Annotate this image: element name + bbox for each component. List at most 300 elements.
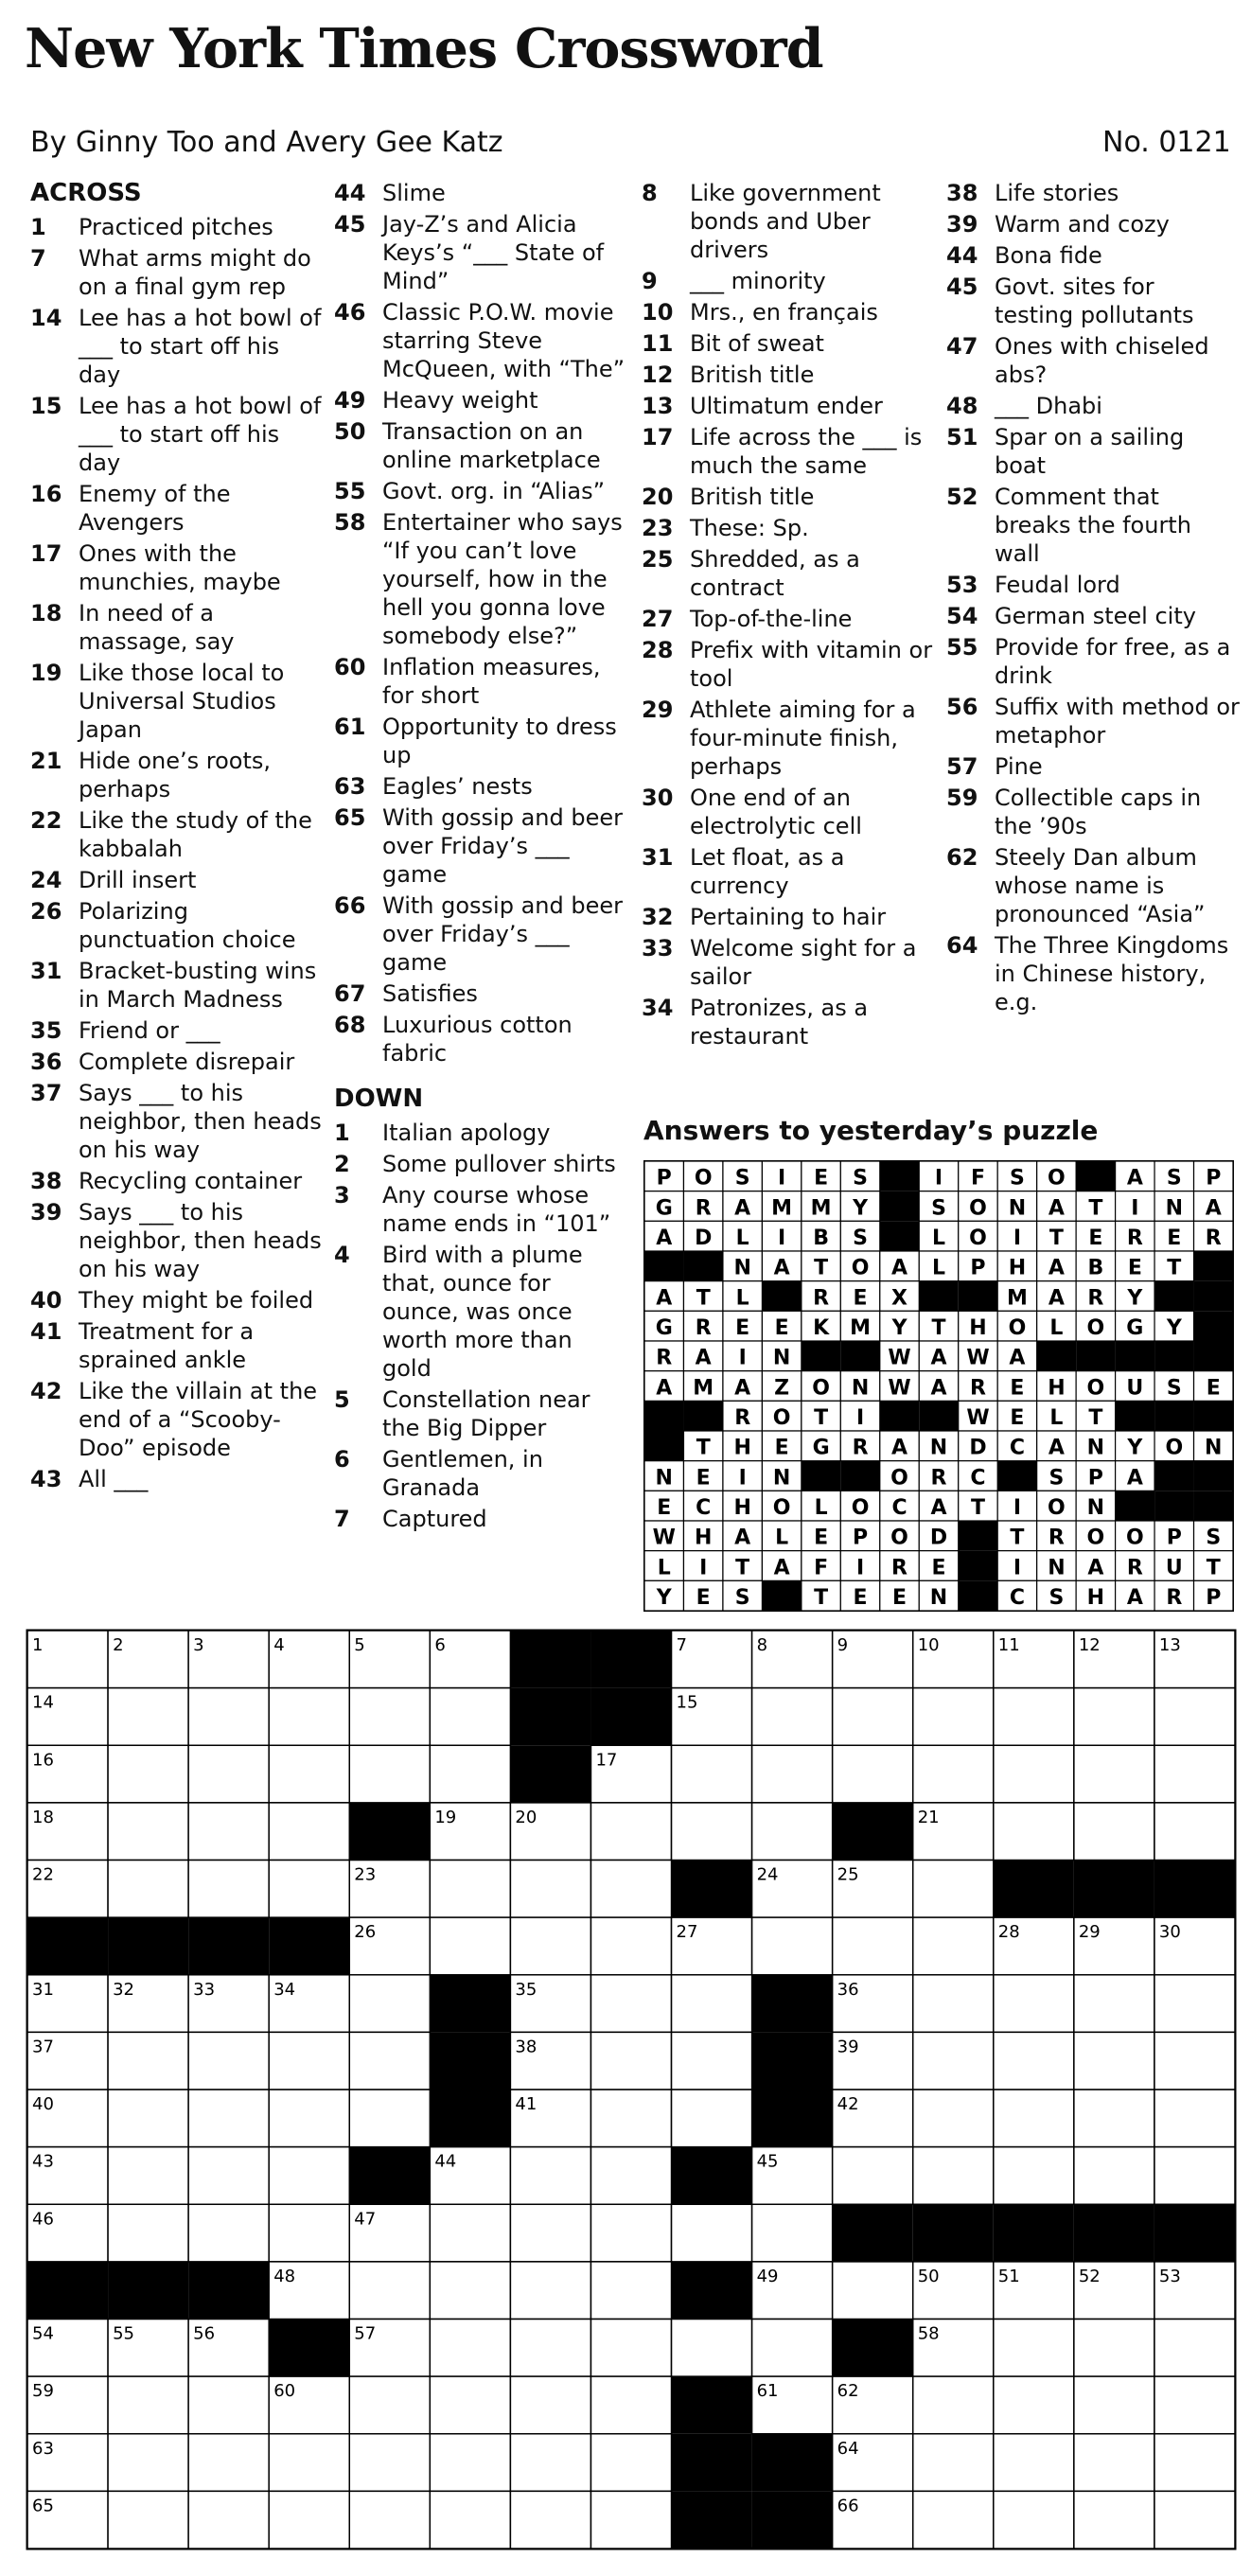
clue-text: Recycling container xyxy=(79,1168,303,1194)
answer-letter: R xyxy=(1205,1226,1222,1251)
clue-number: 32 xyxy=(642,904,674,930)
clue-down-6 xyxy=(334,1445,627,1502)
puzzle-number: No. 0121 xyxy=(1102,126,1231,159)
grid-cell[interactable] xyxy=(590,1803,671,1861)
answer-letter: E xyxy=(735,1316,750,1341)
clue-number: 40 xyxy=(30,1287,62,1314)
grid-cell[interactable] xyxy=(349,2376,430,2434)
clue-number: 59 xyxy=(946,785,978,811)
grid-cell[interactable] xyxy=(913,2147,994,2205)
grid-cell[interactable] xyxy=(994,2090,1074,2147)
grid-cell[interactable] xyxy=(188,2376,269,2434)
cell-number: 64 xyxy=(837,2438,859,2459)
answer-letter: T xyxy=(696,1436,711,1460)
clue-text: Satisfies xyxy=(382,980,478,1007)
grid-cell[interactable] xyxy=(994,2320,1074,2377)
clue-down-8 xyxy=(642,179,935,264)
clue-down-39 xyxy=(946,210,1240,238)
grid-cell[interactable] xyxy=(510,1861,590,1918)
cell-number: 49 xyxy=(756,2266,779,2286)
cell-number: 42 xyxy=(837,2094,859,2114)
grid-cell[interactable] xyxy=(752,1803,833,1861)
grid-cell[interactable] xyxy=(1154,1688,1235,1746)
grid-cell[interactable] xyxy=(430,1917,510,1975)
clue-number: 5 xyxy=(334,1386,350,1413)
grid-cell[interactable] xyxy=(1154,2320,1235,2377)
answer-black-square xyxy=(959,1521,997,1551)
grid-cell[interactable] xyxy=(590,2491,671,2549)
grid-cell[interactable] xyxy=(590,1917,671,1975)
grid-cell[interactable] xyxy=(833,1688,913,1746)
clue-across-7 xyxy=(30,244,324,301)
clue-across-67 xyxy=(334,979,627,1008)
grid-cell[interactable] xyxy=(430,2204,510,2262)
black-square xyxy=(994,2204,1074,2262)
grid-cell[interactable] xyxy=(1154,1745,1235,1803)
answer-black-square xyxy=(880,1401,919,1431)
grid-cell[interactable] xyxy=(1154,2376,1235,2434)
answer-letter: H xyxy=(969,1316,987,1341)
clue-number: 57 xyxy=(946,753,978,780)
answer-letter: A xyxy=(1087,1556,1104,1580)
grid-cell[interactable] xyxy=(1154,2434,1235,2492)
answer-letter: I xyxy=(1013,1226,1022,1251)
grid-cell[interactable] xyxy=(108,2090,188,2147)
clue-across-41 xyxy=(30,1317,324,1374)
clue-text: Mrs., en français xyxy=(690,299,878,326)
clue-number: 65 xyxy=(334,804,366,831)
grid-cell[interactable] xyxy=(672,1803,752,1861)
grid-cell[interactable] xyxy=(188,2204,269,2262)
grid-cell[interactable] xyxy=(994,2032,1074,2090)
grid-cell[interactable] xyxy=(913,2434,994,2492)
answer-letter: O xyxy=(851,1496,870,1521)
grid-cell[interactable] xyxy=(430,2434,510,2492)
grid-cell[interactable] xyxy=(1154,2147,1235,2205)
grid-cell[interactable] xyxy=(108,1688,188,1746)
answer-black-square xyxy=(1154,1281,1193,1312)
grid-cell[interactable] xyxy=(108,2032,188,2090)
grid-cell[interactable] xyxy=(269,1803,349,1861)
grid-cell[interactable] xyxy=(269,2147,349,2205)
grid-cell[interactable] xyxy=(752,1745,833,1803)
grid-cell[interactable] xyxy=(510,2376,590,2434)
answer-letter: A xyxy=(891,1256,908,1280)
clue-column-3 xyxy=(642,179,935,1053)
clue-number: 37 xyxy=(30,1080,62,1106)
cell-number: 19 xyxy=(434,1807,457,1827)
grid-cell[interactable] xyxy=(994,1688,1074,1746)
grid-cell[interactable] xyxy=(590,2090,671,2147)
grid-cell[interactable] xyxy=(833,1745,913,1803)
answer-black-square xyxy=(1194,1401,1233,1431)
grid-cell[interactable] xyxy=(269,2434,349,2492)
grid-cell[interactable] xyxy=(1074,1745,1154,1803)
grid-cell[interactable] xyxy=(510,2262,590,2320)
grid-cell[interactable] xyxy=(349,1688,430,1746)
clue-text: Practiced pitches xyxy=(79,214,273,240)
answer-black-square xyxy=(1037,1341,1076,1371)
clue-text: Provide for free, as a drink xyxy=(995,634,1231,689)
answer-letter: Y xyxy=(656,1586,672,1611)
answer-letter: A xyxy=(1205,1196,1222,1221)
answer-letter: L xyxy=(657,1556,671,1580)
grid-cell[interactable] xyxy=(269,1688,349,1746)
grid-cell[interactable] xyxy=(349,1975,430,2033)
cell-number: 53 xyxy=(1158,2266,1181,2286)
grid-cell[interactable] xyxy=(430,1861,510,1918)
grid-cell[interactable] xyxy=(913,2376,994,2434)
answer-letter: H xyxy=(1008,1256,1027,1280)
clue-across-44 xyxy=(334,179,627,207)
answer-black-square xyxy=(762,1580,801,1611)
grid-cell[interactable] xyxy=(510,2491,590,2549)
clue-number: 30 xyxy=(642,785,674,811)
grid-cell[interactable] xyxy=(994,2376,1074,2434)
clue-across-31 xyxy=(30,957,324,1014)
clue-number: 33 xyxy=(642,935,674,962)
grid-cell[interactable] xyxy=(590,2376,671,2434)
grid-cell[interactable] xyxy=(349,2262,430,2320)
grid-cell[interactable] xyxy=(1074,2090,1154,2147)
grid-cell[interactable] xyxy=(349,2032,430,2090)
answer-letter: C xyxy=(891,1496,907,1521)
clue-down-17 xyxy=(642,423,935,480)
clue-across-38 xyxy=(30,1167,324,1195)
grid-cell[interactable] xyxy=(108,1861,188,1918)
grid-cell[interactable] xyxy=(269,2204,349,2262)
grid-cell[interactable] xyxy=(833,1917,913,1975)
answer-letter: T xyxy=(735,1556,750,1580)
grid-cell[interactable] xyxy=(590,2147,671,2205)
answer-letter: N xyxy=(1086,1436,1105,1460)
grid-cell[interactable] xyxy=(752,1917,833,1975)
grid-cell[interactable] xyxy=(510,2204,590,2262)
grid-cell[interactable] xyxy=(994,1975,1074,2033)
answer-black-square xyxy=(880,1161,919,1191)
black-square xyxy=(994,1861,1074,1918)
grid-cell[interactable] xyxy=(1154,2032,1235,2090)
grid-cell[interactable] xyxy=(1154,2491,1235,2549)
crossword-grid[interactable] xyxy=(26,1629,1237,2550)
grid-cell[interactable] xyxy=(913,1745,994,1803)
answer-letter: G xyxy=(1126,1316,1144,1341)
answer-letter: R xyxy=(734,1406,751,1431)
answer-letter: Y xyxy=(1127,1286,1143,1311)
grid-cell[interactable] xyxy=(430,1688,510,1746)
answer-letter: A xyxy=(930,1376,947,1401)
clue-across-16 xyxy=(30,480,324,537)
answer-letter: R xyxy=(1126,1226,1143,1251)
grid-cell[interactable] xyxy=(188,1745,269,1803)
clue-across-18 xyxy=(30,599,324,656)
grid-cell[interactable] xyxy=(430,2320,510,2377)
answer-black-square xyxy=(683,1251,722,1281)
answer-letter: P xyxy=(1206,1166,1222,1191)
grid-cell[interactable] xyxy=(430,1745,510,1803)
answer-letter: A xyxy=(1126,1166,1143,1191)
cell-number: 24 xyxy=(756,1864,779,1885)
grid-cell[interactable] xyxy=(430,2262,510,2320)
clue-across-46 xyxy=(334,298,627,383)
clue-down-33 xyxy=(642,934,935,991)
answer-letter: M xyxy=(1006,1286,1028,1311)
clue-down-59 xyxy=(946,784,1240,840)
answer-letter: O xyxy=(1008,1316,1027,1341)
grid-cell[interactable] xyxy=(1074,2147,1154,2205)
clue-down-53 xyxy=(946,571,1240,599)
grid-cell[interactable] xyxy=(188,2090,269,2147)
grid-cell[interactable] xyxy=(590,2320,671,2377)
grid-cell[interactable] xyxy=(913,2032,994,2090)
answer-letter: T xyxy=(1206,1556,1221,1580)
clue-number: 10 xyxy=(642,299,674,326)
grid-cell[interactable] xyxy=(590,1861,671,1918)
answer-letter: O xyxy=(1086,1316,1105,1341)
clue-down-34 xyxy=(642,994,935,1050)
cell-number: 21 xyxy=(917,1807,940,1827)
grid-cell[interactable] xyxy=(1074,1803,1154,1861)
answer-letter: T xyxy=(696,1286,711,1311)
black-square xyxy=(349,2147,430,2205)
grid-cell[interactable] xyxy=(188,2032,269,2090)
grid-cell[interactable] xyxy=(108,1745,188,1803)
grid-cell[interactable] xyxy=(1074,2032,1154,2090)
cell-number: 41 xyxy=(515,2094,537,2114)
grid-cell[interactable] xyxy=(188,2147,269,2205)
clue-across-43 xyxy=(30,1465,324,1493)
grid-cell[interactable] xyxy=(994,1803,1074,1861)
clue-number: 38 xyxy=(30,1168,62,1194)
grid-cell[interactable] xyxy=(590,2204,671,2262)
answer-letter: I xyxy=(738,1466,747,1491)
cell-number: 45 xyxy=(756,2151,779,2172)
clue-down-45 xyxy=(946,273,1240,329)
grid-cell[interactable] xyxy=(1074,2376,1154,2434)
clue-text: Bracket-busting wins in March Madness xyxy=(79,958,317,1013)
answer-letter: A xyxy=(656,1286,673,1311)
grid-cell[interactable] xyxy=(510,2434,590,2492)
answer-letter: E xyxy=(1088,1226,1103,1251)
answer-letter: A xyxy=(773,1556,790,1580)
grid-cell[interactable] xyxy=(349,2434,430,2492)
clue-number: 39 xyxy=(30,1199,62,1226)
clue-down-25 xyxy=(642,545,935,602)
answer-letter: O xyxy=(1165,1436,1184,1460)
answer-letter: A xyxy=(1126,1586,1143,1611)
clue-number: 49 xyxy=(334,387,366,414)
clue-across-15 xyxy=(30,392,324,477)
grid-cell[interactable] xyxy=(913,2090,994,2147)
clue-across-49 xyxy=(334,386,627,415)
answer-letter: T xyxy=(1088,1406,1103,1431)
cell-number: 25 xyxy=(837,1864,859,1885)
answer-letter: E xyxy=(853,1586,868,1611)
grid-cell[interactable] xyxy=(349,2491,430,2549)
black-square xyxy=(672,2262,752,2320)
answer-letter: M xyxy=(810,1196,832,1221)
grid-cell[interactable] xyxy=(913,1917,994,1975)
grid-cell[interactable] xyxy=(833,2262,913,2320)
black-square xyxy=(752,2491,833,2549)
clue-down-7 xyxy=(334,1505,627,1533)
grid-cell[interactable] xyxy=(108,1803,188,1861)
answer-letter: O xyxy=(772,1406,791,1431)
clue-number: 51 xyxy=(946,424,978,450)
grid-cell[interactable] xyxy=(430,2491,510,2549)
grid-cell[interactable] xyxy=(994,2434,1074,2492)
clue-number: 63 xyxy=(334,773,366,800)
cell-number: 57 xyxy=(354,2323,377,2344)
answer-letter: A xyxy=(930,1346,947,1370)
grid-cell[interactable] xyxy=(108,2204,188,2262)
grid-cell[interactable] xyxy=(108,2376,188,2434)
answer-letter: L xyxy=(814,1496,828,1521)
grid-cell[interactable] xyxy=(1074,2491,1154,2549)
grid-cell[interactable] xyxy=(1074,1975,1154,2033)
answer-letter: H xyxy=(1048,1376,1066,1401)
grid-cell[interactable] xyxy=(269,1861,349,1918)
grid-cell[interactable] xyxy=(188,2434,269,2492)
answer-letter: S xyxy=(853,1166,868,1191)
black-square xyxy=(349,1803,430,1861)
grid-cell[interactable] xyxy=(590,2032,671,2090)
grid-cell[interactable] xyxy=(1074,2320,1154,2377)
clue-text: Any course whose name ends in “101” xyxy=(382,1182,611,1237)
grid-cell[interactable] xyxy=(510,2320,590,2377)
grid-cell[interactable] xyxy=(913,1861,994,1918)
grid-cell[interactable] xyxy=(672,2090,752,2147)
black-square xyxy=(752,2434,833,2492)
grid-cell[interactable] xyxy=(510,1917,590,1975)
grid-cell[interactable] xyxy=(752,2320,833,2377)
grid-cell[interactable] xyxy=(269,2032,349,2090)
grid-cell[interactable] xyxy=(752,1688,833,1746)
cell-number: 2 xyxy=(113,1635,124,1655)
clue-down-64 xyxy=(946,931,1240,1016)
grid-cell[interactable] xyxy=(833,2147,913,2205)
answer-letter: R xyxy=(1087,1286,1104,1311)
answer-black-square xyxy=(1076,1161,1115,1191)
answer-letter: Y xyxy=(853,1196,869,1221)
answer-letter: S xyxy=(734,1166,750,1191)
clue-text: ___ minority xyxy=(690,268,826,294)
grid-cell[interactable] xyxy=(349,2090,430,2147)
answer-letter: A xyxy=(734,1376,751,1401)
clue-number: 61 xyxy=(334,714,366,740)
grid-cell[interactable] xyxy=(672,2204,752,2262)
answer-letter: D xyxy=(969,1436,987,1460)
grid-cell[interactable] xyxy=(672,1745,752,1803)
clue-text: Friend or ___ xyxy=(79,1017,220,1044)
grid-cell[interactable] xyxy=(672,1975,752,2033)
answer-black-square xyxy=(1076,1341,1115,1371)
black-square xyxy=(752,2032,833,2090)
answer-letter: L xyxy=(931,1226,946,1251)
clue-across-61 xyxy=(334,713,627,769)
grid-cell[interactable] xyxy=(672,2032,752,2090)
answer-black-square xyxy=(1154,1491,1193,1521)
grid-cell[interactable] xyxy=(269,2491,349,2549)
cell-number: 1 xyxy=(32,1635,44,1655)
grid-cell[interactable] xyxy=(590,2434,671,2492)
clue-number: 15 xyxy=(30,393,62,419)
black-square xyxy=(833,2320,913,2377)
cell-number: 8 xyxy=(756,1635,768,1655)
answer-letter: T xyxy=(1048,1226,1064,1251)
answer-letter: S xyxy=(1048,1586,1065,1611)
clue-text: Ones with chiseled abs? xyxy=(995,333,1209,388)
clue-text: The Three Kingdoms in Chinese history, e.g. xyxy=(995,932,1229,1015)
clue-number: 20 xyxy=(642,484,674,510)
grid-cell[interactable] xyxy=(913,1688,994,1746)
clue-number: 55 xyxy=(334,478,366,504)
answer-letter: D xyxy=(929,1526,948,1550)
grid-cell[interactable] xyxy=(590,2262,671,2320)
grid-cell[interactable] xyxy=(349,1745,430,1803)
clue-text: Entertainer who says “If you can’t love yourself, how in the hell you gonna love somebody else?” xyxy=(382,509,623,649)
grid-cell[interactable] xyxy=(672,2320,752,2377)
page-title: New York Times Crossword xyxy=(25,17,823,80)
grid-cell[interactable] xyxy=(188,1803,269,1861)
grid-cell[interactable] xyxy=(188,2491,269,2549)
grid-cell[interactable] xyxy=(269,2090,349,2147)
grid-cell[interactable] xyxy=(994,2147,1074,2205)
cell-number: 11 xyxy=(997,1635,1020,1655)
answer-letter: R xyxy=(1048,1526,1065,1550)
grid-cell[interactable] xyxy=(590,1975,671,2033)
answer-letter: I xyxy=(738,1346,747,1370)
grid-cell[interactable] xyxy=(108,2147,188,2205)
grid-cell[interactable] xyxy=(510,2147,590,2205)
grid-cell[interactable] xyxy=(913,1975,994,2033)
clue-text: Inflation measures, for short xyxy=(382,654,601,709)
grid-cell[interactable] xyxy=(752,2204,833,2262)
grid-cell[interactable] xyxy=(108,2491,188,2549)
grid-cell[interactable] xyxy=(994,2491,1074,2549)
answer-letter: A xyxy=(656,1376,673,1401)
clue-text: Transaction on an online marketplace xyxy=(382,418,601,473)
grid-cell[interactable] xyxy=(108,2434,188,2492)
clue-text: Like those local to Universal Studios Japan xyxy=(79,660,285,743)
answer-letter: N xyxy=(733,1256,751,1280)
grid-cell[interactable] xyxy=(430,2376,510,2434)
grid-cell[interactable] xyxy=(994,1745,1074,1803)
answer-letter: X xyxy=(891,1286,908,1311)
clue-number: 68 xyxy=(334,1012,366,1038)
clue-number: 45 xyxy=(334,211,366,238)
clue-text: Complete disrepair xyxy=(79,1049,295,1075)
grid-cell[interactable] xyxy=(913,2491,994,2549)
clue-text: Ultimatum ender xyxy=(690,393,883,419)
black-square xyxy=(188,1917,269,1975)
answer-black-square xyxy=(959,1580,997,1611)
cell-number: 4 xyxy=(273,1635,285,1655)
grid-cell[interactable] xyxy=(1154,1803,1235,1861)
grid-cell[interactable] xyxy=(1154,1975,1235,2033)
answer-black-square xyxy=(1154,1401,1193,1431)
grid-cell[interactable] xyxy=(269,1745,349,1803)
clue-text: Jay-Z’s and Alicia Keys’s “___ State of Mind” xyxy=(382,211,605,294)
grid-cell[interactable] xyxy=(1074,2434,1154,2492)
grid-cell[interactable] xyxy=(1074,1688,1154,1746)
cell-number: 17 xyxy=(595,1750,618,1771)
grid-cell[interactable] xyxy=(188,1688,269,1746)
grid-cell[interactable] xyxy=(1154,2090,1235,2147)
grid-cell[interactable] xyxy=(188,1861,269,1918)
answer-black-square xyxy=(644,1401,683,1431)
clue-across-65 xyxy=(334,803,627,889)
